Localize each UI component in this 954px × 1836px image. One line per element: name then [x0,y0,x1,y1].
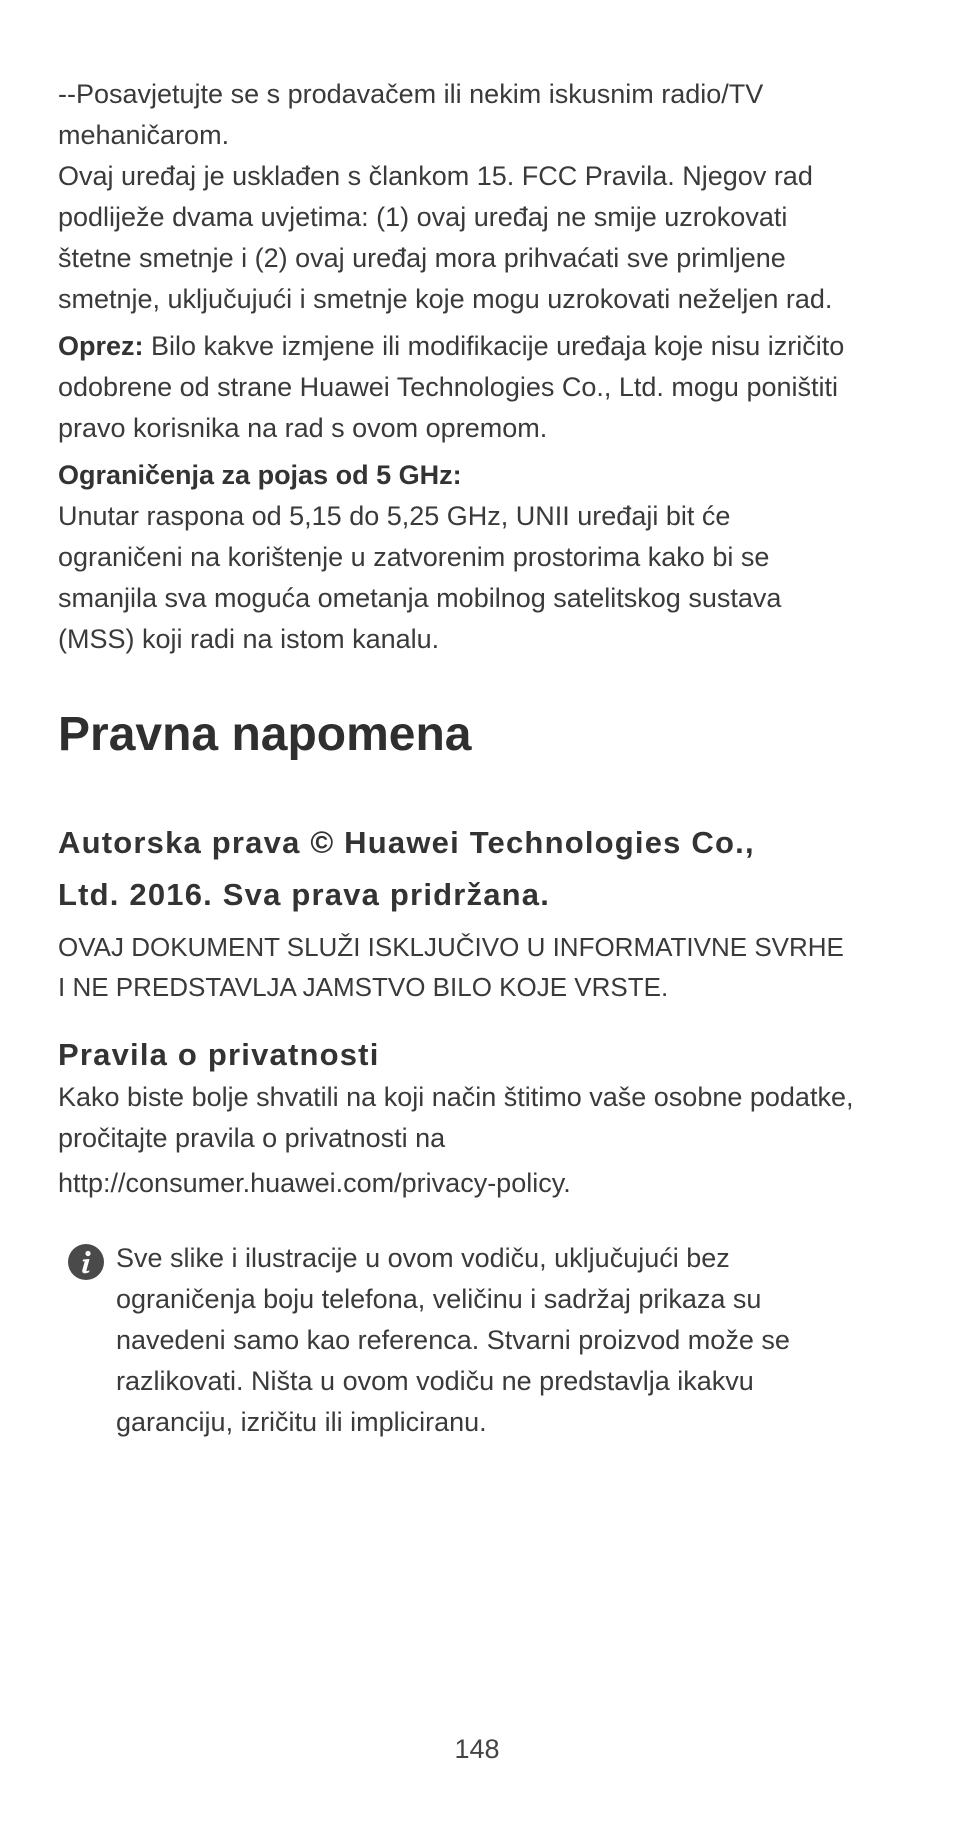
info-icon [68,1244,104,1280]
caution-label: Oprez: [58,331,144,361]
copyright-heading [58,817,858,921]
info-note [58,1238,858,1443]
privacy-text: Kako biste bolje shvatili na koji način štitimo vaše osobne podatke, pročitajte pravila o privatnosti na [58,1082,854,1153]
band-restrictions-heading: Ograničenja za pojas od 5 GHz: [58,460,462,490]
paragraph-consult-dealer: --Posavjetujte se s prodavačem ili nekim iskusnim radio/TV mehaničarom. [58,79,764,150]
copyright-line-1: Autorska prava © Huawei Technologies Co., [58,825,755,860]
privacy-policy-link[interactable]: http://consumer.huawei.com/privacy-policy. [58,1168,571,1198]
privacy-heading: Pravila o privatnosti [58,1037,380,1072]
note-text: Sve slike i ilustracije u ovom vodiču, uključujući bez ograničenja boju telefona, veličinu i sadržaj prikaza su navedeni samo kao referenca. Stvarni proizvod može se razlikovati. Ništa u ovom vodiču ne predstavlja ikakvu garanciju, izričitu ili impliciranu. [116,1243,790,1437]
caution-text: Bilo kakve izmjene ili modifikacije uređaja koje nisu izričito odobrene od strane Huawei Technologies Co., Ltd. mogu poništiti pravo korisnika na rad s ovom opremom. [58,331,845,443]
paragraph-fcc-compliance: Ovaj uređaj je usklađen s člankom 15. FCC Pravila. Njegov rad podliježe dvama uvjetima: (1) ovaj uređaj ne smije uzrokovati štetne smetnje i (2) ovaj uređaj mora prihvaćati sve primljene smetnje, uključujući i smetnje koje mogu uzrokovati neželjen rad. [58,161,833,314]
disclaimer-text: OVAJ DOKUMENT SLUŽI ISKLJUČIVO U INFORMATIVNE SVRHE I NE PREDSTAVLJA JAMSTVO BILO KOJE VRSTE. [58,932,844,1002]
copyright-line-2: Ltd. 2016. Sva prava pridržana. [58,877,551,912]
paragraph-band-restrictions: Unutar raspona od 5,15 do 5,25 GHz, UNII uređaji bit će ograničeni na korištenje u zatvorenim prostorima kako bi se smanjila sva moguća ometanja mobilnog satelitskog sustava (MSS) koji radi na istom kanalu. [58,501,782,654]
page-title: Pravna napomena [58,708,472,761]
page-number: 148 [454,1734,500,1764]
paragraph-caution [58,326,858,449]
document-page [58,74,858,1443]
